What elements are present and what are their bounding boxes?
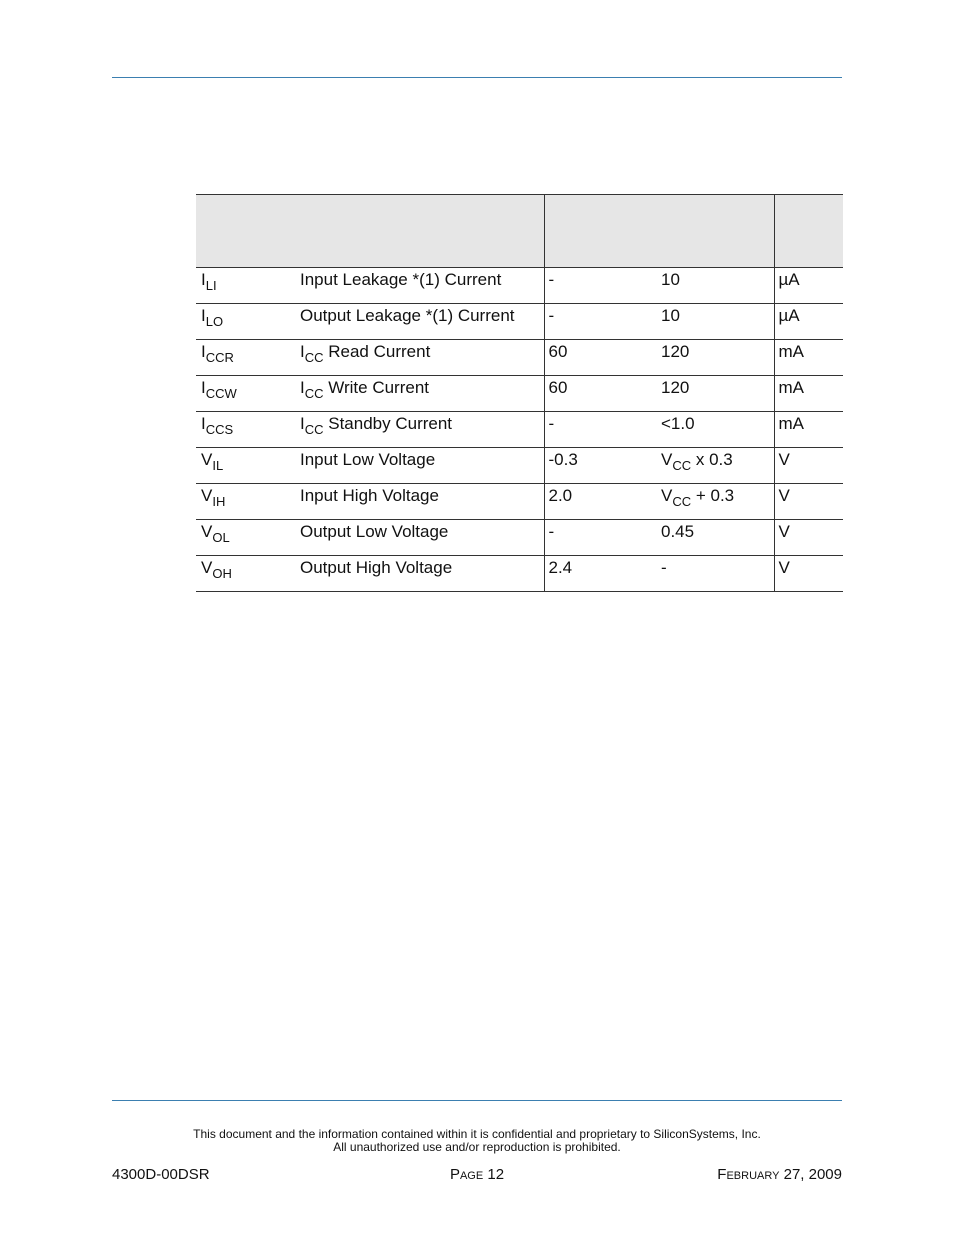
symbol-text: V — [201, 522, 213, 541]
table-row — [196, 268, 843, 304]
max-cell — [657, 520, 774, 556]
parameter-text: Write Current — [323, 378, 430, 397]
parameter-prefix: I — [300, 342, 305, 361]
max-cell — [657, 484, 774, 520]
parameter-cell — [296, 484, 544, 520]
min-value: - — [548, 414, 555, 433]
unit-value: V — [778, 486, 790, 505]
parameter-cell — [296, 520, 544, 556]
unit-value: mA — [778, 378, 804, 397]
unit-value: V — [778, 558, 790, 577]
document-date: February 27, 2009 — [717, 1166, 842, 1183]
symbol-cell — [196, 556, 296, 592]
parameter-text: Input Leakage *(1) Current — [300, 270, 502, 289]
parameter-prefix: I — [300, 378, 305, 397]
parameter-text: Input Low Voltage — [300, 450, 436, 469]
symbol-subscript: OH — [212, 566, 232, 581]
min-cell — [544, 520, 657, 556]
max-cell — [657, 268, 774, 304]
min-value: -0.3 — [548, 450, 578, 469]
confidentiality-notice — [112, 1128, 842, 1154]
table-body — [196, 268, 843, 592]
notice-line-2: All unauthorized use and/or reproduction is prohibited. — [333, 1140, 621, 1154]
parameter-text: Output Leakage *(1) Current — [300, 306, 515, 325]
header-cell-parameter — [296, 195, 544, 268]
max-value: 10 — [661, 306, 680, 325]
symbol-text: I — [201, 414, 206, 433]
parameter-cell — [296, 268, 544, 304]
max-cell — [657, 376, 774, 412]
table-row — [196, 412, 843, 448]
unit-cell — [774, 448, 843, 484]
max-value: 120 — [661, 342, 690, 361]
parameter-subscript: CC — [304, 386, 324, 401]
unit-value: µA — [778, 270, 800, 289]
header-cell-min — [544, 195, 657, 268]
unit-cell — [774, 520, 843, 556]
parameter-subscript: CC — [304, 350, 324, 365]
parameter-cell — [296, 448, 544, 484]
unit-cell — [774, 304, 843, 340]
symbol-subscript: LI — [205, 278, 217, 293]
parameter-text: Output High Voltage — [300, 558, 453, 577]
symbol-text: I — [201, 378, 206, 397]
min-cell — [544, 304, 657, 340]
page-number: Page 12 — [449, 1166, 505, 1183]
table-row — [196, 520, 843, 556]
symbol-cell — [196, 448, 296, 484]
symbol-cell — [196, 412, 296, 448]
table-row — [196, 556, 843, 592]
parameter-text: Read Current — [323, 342, 431, 361]
min-cell — [544, 412, 657, 448]
symbol-subscript: IL — [212, 458, 224, 473]
document-number: 4300D-00DSR — [112, 1166, 210, 1183]
unit-cell — [774, 556, 843, 592]
symbol-cell — [196, 304, 296, 340]
max-prefix: V — [661, 486, 673, 505]
max-subscript: CC — [672, 458, 692, 473]
symbol-subscript: LO — [205, 314, 224, 329]
parameter-subscript: CC — [304, 422, 324, 437]
min-value: 2.4 — [548, 558, 573, 577]
symbol-text: V — [201, 558, 213, 577]
max-value: x 0.3 — [691, 450, 733, 469]
max-value: - — [661, 558, 667, 577]
header-rule — [112, 77, 842, 78]
min-value: 60 — [548, 378, 568, 397]
unit-cell — [774, 340, 843, 376]
symbol-text: I — [201, 306, 206, 325]
unit-cell — [774, 412, 843, 448]
symbol-cell — [196, 268, 296, 304]
min-cell — [544, 448, 657, 484]
min-value: - — [548, 522, 555, 541]
unit-cell — [774, 268, 843, 304]
symbol-subscript: OL — [212, 530, 230, 545]
max-value: <1.0 — [661, 414, 695, 433]
table-row — [196, 340, 843, 376]
unit-value: V — [778, 522, 790, 541]
symbol-text: V — [201, 450, 213, 469]
symbol-subscript: CCR — [205, 350, 234, 365]
parameter-cell — [296, 304, 544, 340]
symbol-cell — [196, 376, 296, 412]
table-row — [196, 304, 843, 340]
parameter-prefix: I — [300, 414, 305, 433]
min-cell — [544, 376, 657, 412]
symbol-text: V — [201, 486, 213, 505]
unit-value: mA — [778, 342, 804, 361]
unit-value: V — [778, 450, 790, 469]
symbol-text: I — [201, 270, 206, 289]
max-value: 10 — [661, 270, 680, 289]
min-cell — [544, 268, 657, 304]
min-cell — [544, 340, 657, 376]
parameter-cell — [296, 556, 544, 592]
max-cell — [657, 412, 774, 448]
symbol-cell — [196, 484, 296, 520]
max-value: + 0.3 — [691, 486, 735, 505]
max-subscript: CC — [672, 494, 692, 509]
header-cell-unit — [774, 195, 843, 268]
max-cell — [657, 556, 774, 592]
unit-value: µA — [778, 306, 800, 325]
max-cell — [657, 304, 774, 340]
notice-line-1: This document and the information contained within it is confidential and proprietary to SiliconSystems, Inc. — [193, 1127, 761, 1141]
parameter-text: Input High Voltage — [300, 486, 439, 505]
footer-rule — [112, 1100, 842, 1101]
max-cell — [657, 340, 774, 376]
min-value: 2.0 — [548, 486, 573, 505]
parameter-text: Output Low Voltage — [300, 522, 449, 541]
max-value: 0.45 — [661, 522, 695, 541]
header-cell-max — [657, 195, 774, 268]
parameter-cell — [296, 376, 544, 412]
symbol-subscript: CCS — [205, 422, 234, 437]
parameter-cell — [296, 412, 544, 448]
max-prefix: V — [661, 450, 673, 469]
symbol-subscript: IH — [212, 494, 226, 509]
symbol-subscript: CCW — [205, 386, 237, 401]
dc-characteristics-table — [196, 194, 843, 592]
unit-value: mA — [778, 414, 804, 433]
min-value: - — [548, 306, 555, 325]
table-row — [196, 484, 843, 520]
parameter-text: Standby Current — [323, 414, 453, 433]
min-value: 60 — [548, 342, 568, 361]
symbol-cell — [196, 520, 296, 556]
max-value: 120 — [661, 378, 690, 397]
parameter-cell — [296, 340, 544, 376]
table-row — [196, 376, 843, 412]
symbol-cell — [196, 340, 296, 376]
table-row — [196, 448, 843, 484]
max-cell — [657, 448, 774, 484]
min-cell — [544, 484, 657, 520]
min-value: - — [548, 270, 555, 289]
unit-cell — [774, 376, 843, 412]
header-cell-symbol — [196, 195, 296, 268]
min-cell — [544, 556, 657, 592]
unit-cell — [774, 484, 843, 520]
symbol-text: I — [201, 342, 206, 361]
table-header-row — [196, 195, 843, 268]
